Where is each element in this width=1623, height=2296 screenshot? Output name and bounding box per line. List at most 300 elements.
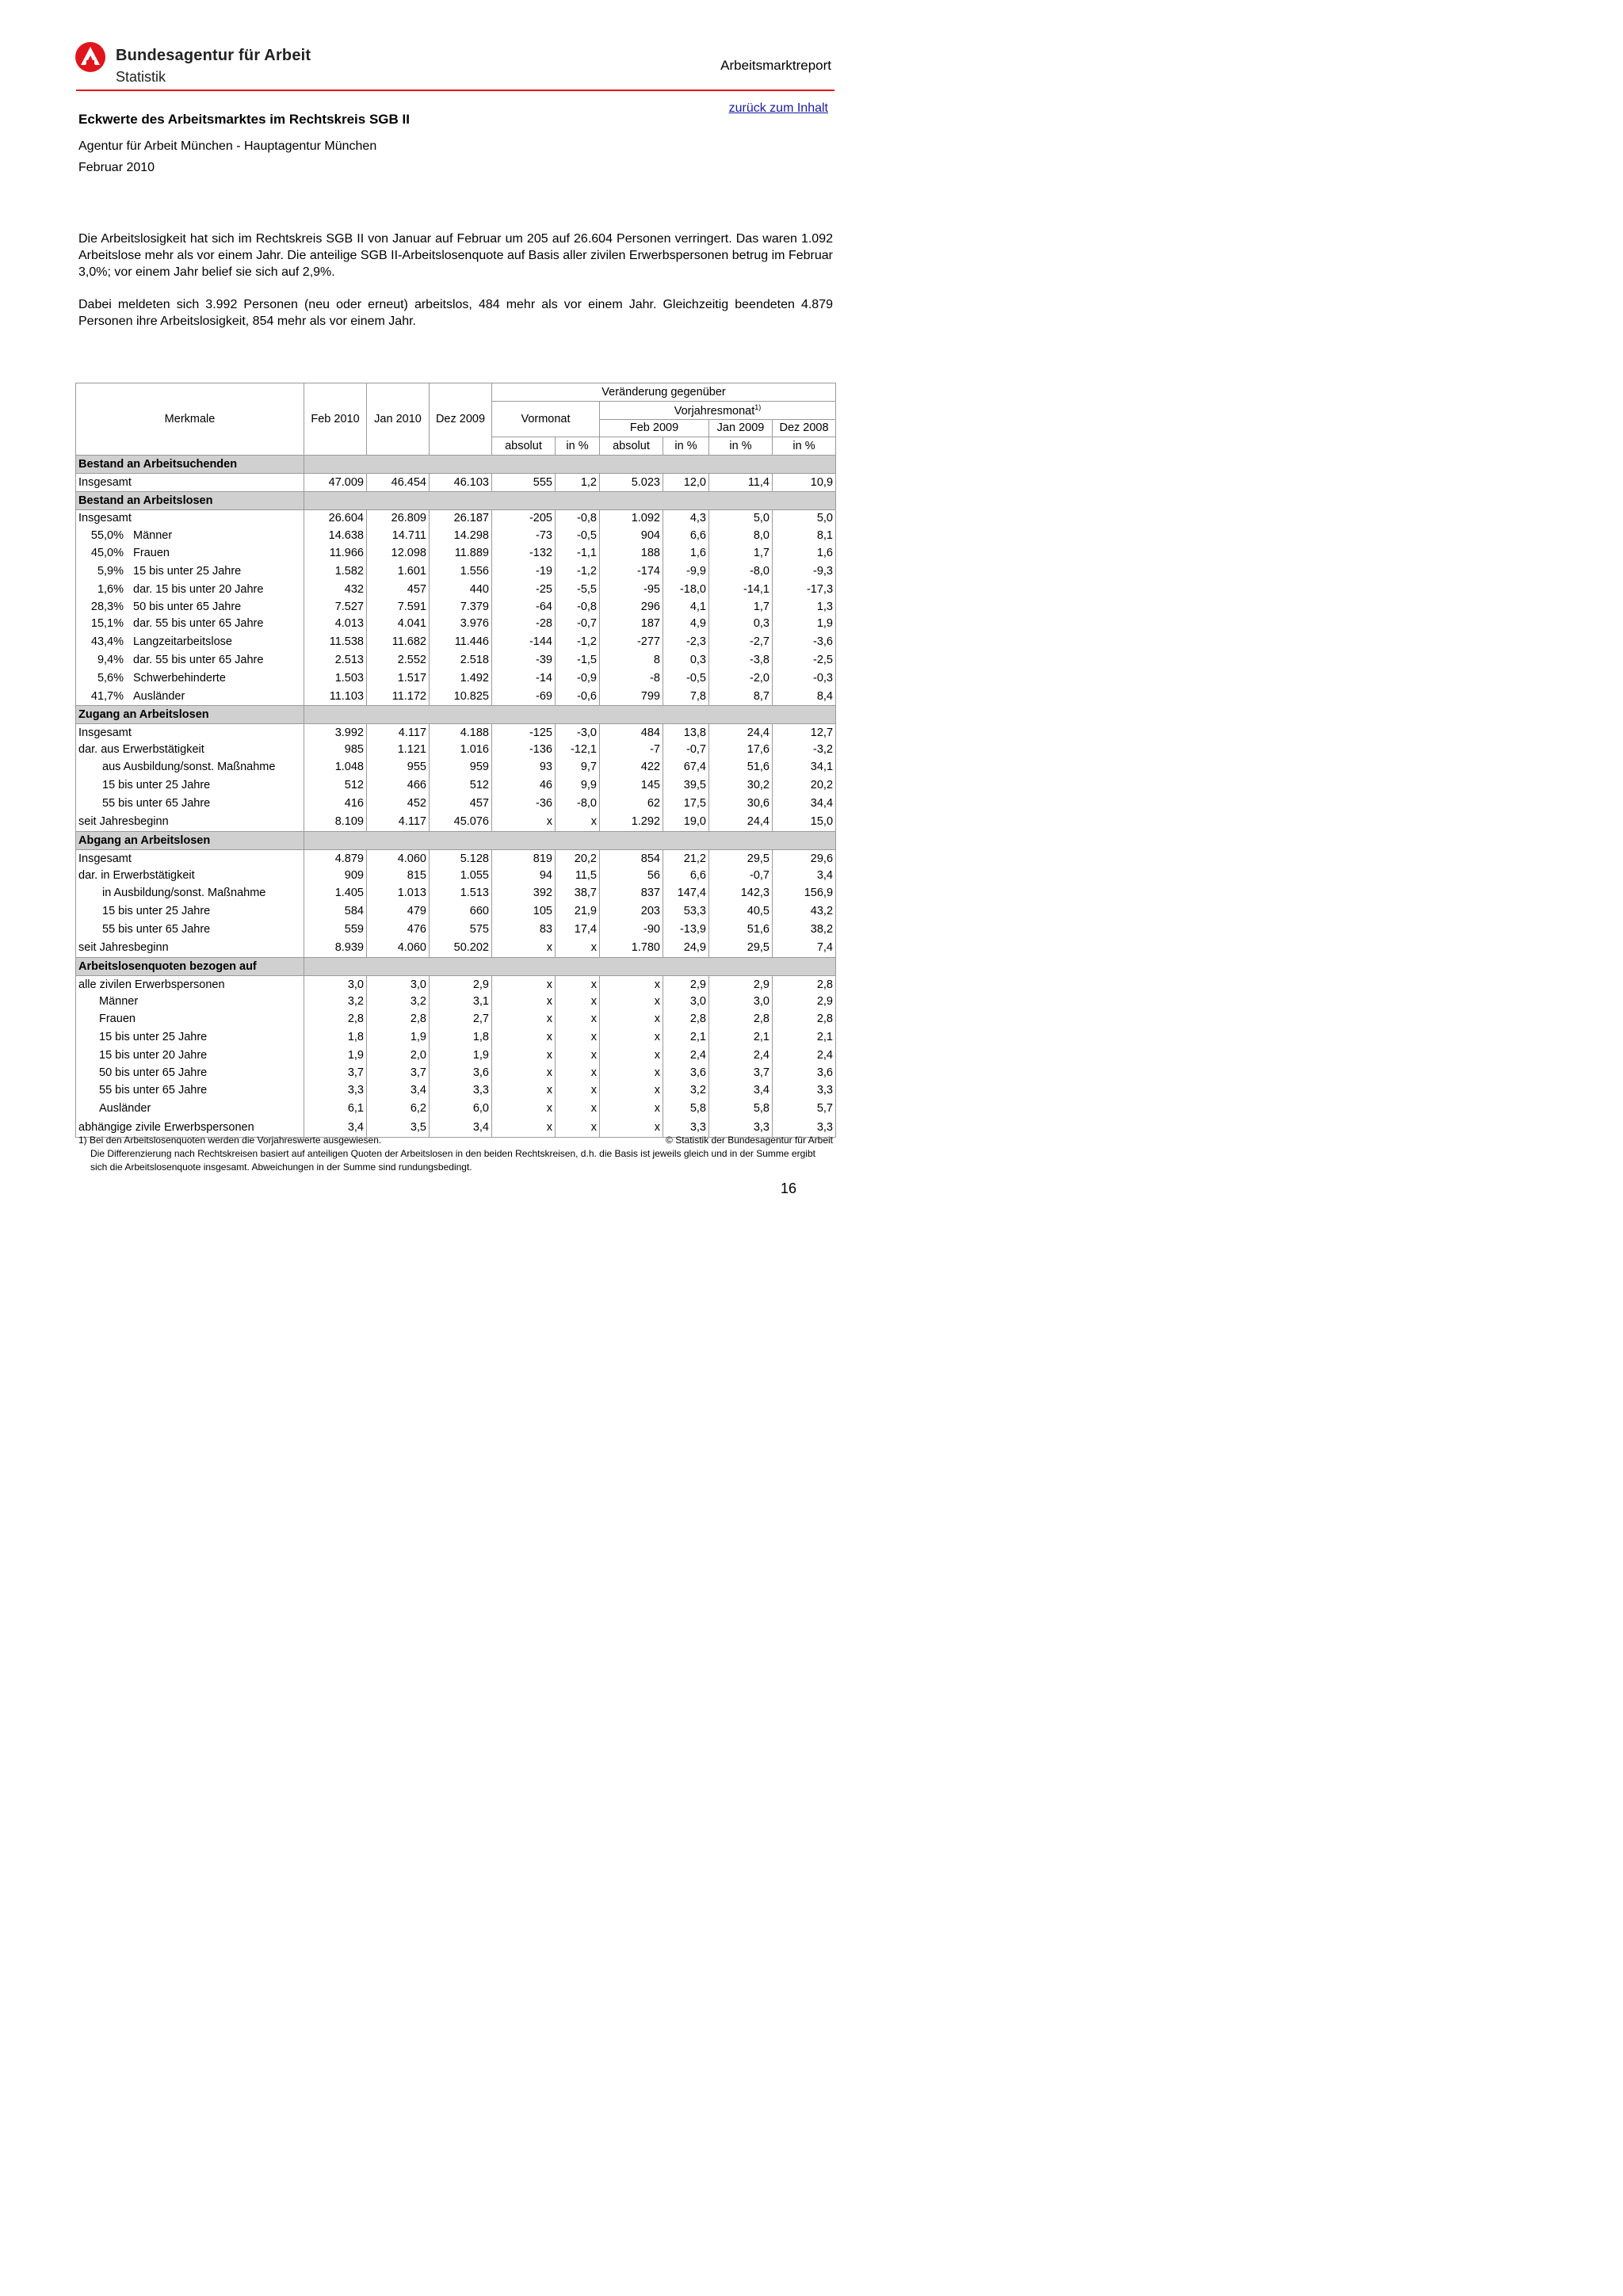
value-cell: 29,5 [709, 849, 773, 867]
value-cell: 2,7 [430, 1010, 492, 1028]
section-fill [556, 831, 600, 849]
section-fill [556, 957, 600, 975]
section-fill [773, 705, 836, 723]
section-fill [709, 831, 773, 849]
value-cell: 2,8 [367, 1010, 430, 1028]
value-cell: -205 [492, 509, 556, 527]
value-cell: -3,0 [556, 723, 600, 741]
row-label-cell [76, 669, 304, 688]
value-cell: -277 [600, 632, 663, 651]
summary-paragraph-2: Dabei meldeten sich 3.992 Personen (neu oder erneut) arbeitslos, 484 mehr als vor einem Jahr. Gleichzeitig beendeten 4.879 Personen ihre Arbeitslosigkeit, 854 mehr als vor einem Jahr. [78, 298, 833, 328]
row-label: Insgesamt [78, 512, 132, 525]
value-cell: 2,1 [709, 1028, 773, 1047]
row-label-cell [76, 776, 304, 795]
row-label: dar. 55 bis unter 65 Jahre [133, 654, 264, 667]
row-label: Insgesamt [78, 475, 132, 489]
value-cell: -73 [492, 527, 556, 544]
value-cell: 1.013 [367, 884, 430, 902]
value-cell: 3,6 [663, 1064, 709, 1081]
value-cell: 0,3 [663, 651, 709, 669]
row-label-cell [76, 1081, 304, 1099]
value-cell: 14.711 [367, 527, 430, 544]
value-cell: 2,8 [773, 975, 836, 993]
value-cell: 1.492 [430, 669, 492, 688]
value-cell: x [600, 1064, 663, 1081]
value-cell: x [556, 1099, 600, 1118]
value-cell: 2,9 [773, 994, 836, 1011]
section-fill [556, 705, 600, 723]
header-in-pct: in % [709, 437, 773, 456]
value-cell: 39,5 [663, 776, 709, 795]
value-cell: 51,6 [709, 921, 773, 938]
value-cell: x [600, 1099, 663, 1118]
value-cell: 815 [367, 868, 430, 885]
value-cell: 6,6 [663, 527, 709, 544]
row-share-pct: 55,0% [90, 529, 124, 543]
value-cell: -14 [492, 669, 556, 688]
section-header [76, 831, 836, 849]
section-fill [430, 957, 492, 975]
value-cell: 2,4 [709, 1047, 773, 1064]
table-row [76, 651, 836, 669]
value-cell: 6,0 [430, 1099, 492, 1118]
table-row [76, 723, 836, 741]
value-cell: 11.103 [304, 688, 367, 705]
value-cell: -17,3 [773, 581, 836, 598]
row-label: dar. 15 bis unter 20 Jahre [133, 582, 264, 596]
section-fill [492, 705, 556, 723]
value-cell: 1,7 [709, 544, 773, 562]
value-cell: 17,6 [709, 742, 773, 759]
table-body [76, 456, 836, 1137]
row-share-pct: 15,1% [90, 617, 124, 631]
value-cell: x [556, 1010, 600, 1028]
value-cell: 3,4 [367, 1081, 430, 1099]
value-cell: 12,0 [663, 473, 709, 491]
value-cell: 1.292 [600, 812, 663, 832]
value-cell: 5,0 [709, 509, 773, 527]
value-cell: 11.889 [430, 544, 492, 562]
value-cell: 7.379 [430, 598, 492, 616]
value-cell: 29,5 [709, 938, 773, 958]
header-vorjahresmonat: Vorjahresmonat$^{1)}$ [600, 401, 836, 419]
value-cell: 53,3 [663, 902, 709, 921]
value-cell: 3,6 [773, 1064, 836, 1081]
value-cell: 5.128 [430, 849, 492, 867]
header-absolut: absolut [600, 437, 663, 456]
table-row [76, 902, 836, 921]
value-cell: 1.016 [430, 742, 492, 759]
value-cell: 1.601 [367, 562, 430, 581]
value-cell: 1.513 [430, 884, 492, 902]
ba-logo-icon [74, 41, 106, 73]
value-cell: 799 [600, 688, 663, 705]
table-row [76, 742, 836, 759]
value-cell: 24,4 [709, 812, 773, 832]
value-cell: -0,5 [663, 669, 709, 688]
value-cell: -14,1 [709, 581, 773, 598]
value-cell: 46.454 [367, 473, 430, 491]
value-cell: -95 [600, 581, 663, 598]
value-cell: x [556, 994, 600, 1011]
value-cell: 142,3 [709, 884, 773, 902]
agency-name: Agentur für Arbeit München - Hauptagentur München [78, 139, 377, 153]
section-fill [600, 705, 663, 723]
value-cell: 3,2 [304, 994, 367, 1011]
value-cell: 4.060 [367, 849, 430, 867]
row-share-pct: 28,3% [90, 600, 124, 613]
value-cell: 3,4 [709, 1081, 773, 1099]
report-period: Februar 2010 [78, 161, 155, 174]
row-label-cell [76, 527, 304, 544]
value-cell: -2,0 [709, 669, 773, 688]
value-cell: 296 [600, 598, 663, 616]
section-fill [773, 957, 836, 975]
value-cell: 3,3 [773, 1118, 836, 1138]
section-header [76, 705, 836, 723]
value-cell: -1,1 [556, 544, 600, 562]
value-cell: -9,3 [773, 562, 836, 581]
row-label-cell [76, 1028, 304, 1047]
value-cell: 452 [367, 795, 430, 812]
value-cell: -0,6 [556, 688, 600, 705]
value-cell: x [556, 938, 600, 958]
value-cell: -90 [600, 921, 663, 938]
value-cell: x [600, 1047, 663, 1064]
value-cell: 2,1 [663, 1028, 709, 1047]
page-title: Eckwerte des Arbeitsmarktes im Rechtskreis SGB II [78, 112, 410, 127]
value-cell: 392 [492, 884, 556, 902]
value-cell: -18,0 [663, 581, 709, 598]
value-cell: x [556, 1047, 600, 1064]
value-cell: 30,2 [709, 776, 773, 795]
key-figures-table [75, 383, 836, 1138]
value-cell: -28 [492, 616, 556, 633]
value-cell: 83 [492, 921, 556, 938]
value-cell: 1.121 [367, 742, 430, 759]
section-fill [709, 456, 773, 474]
value-cell: 1.780 [600, 938, 663, 958]
value-cell: 6,1 [304, 1099, 367, 1118]
value-cell: 11.966 [304, 544, 367, 562]
row-label-cell [76, 581, 304, 598]
section-fill [663, 957, 709, 975]
footnote-marker: 1) [754, 402, 762, 411]
value-cell: 1,2 [556, 473, 600, 491]
row-label: Ausländer [99, 1101, 151, 1115]
value-cell: x [600, 1081, 663, 1099]
row-label: Frauen [133, 547, 170, 560]
summary-paragraph-1: Die Arbeitslosigkeit hat sich im Rechtskreis SGB II von Januar auf Februar um 205 auf 26.604 Personen verringert. Das waren 1.092 Arbeitslose mehr als vor einem Jahr. Die anteilige SGB II-Arbeitslosenquote auf Basis aller zivilen Erwerbspersonen betrug im Februar 3,0%; vor einem Jahr belief sie sich auf 2,9%. [78, 232, 833, 279]
section-fill [773, 831, 836, 849]
value-cell: x [600, 994, 663, 1011]
value-cell: 4.060 [367, 938, 430, 958]
row-label-cell [76, 994, 304, 1011]
value-cell: 7.591 [367, 598, 430, 616]
value-cell: 46 [492, 776, 556, 795]
value-cell: 1.582 [304, 562, 367, 581]
table-row [76, 868, 836, 885]
value-cell: 11.538 [304, 632, 367, 651]
row-label: seit Jahresbeginn [78, 940, 169, 954]
row-label: Männer [99, 995, 139, 1009]
org-name: Bundesagentur für Arbeit [116, 47, 311, 64]
row-label: abhängige zivile Erwerbspersonen [78, 1120, 254, 1134]
value-cell: 1,6 [663, 544, 709, 562]
value-cell: 8,4 [773, 688, 836, 705]
section-title: Arbeitslosenquoten bezogen auf [76, 957, 304, 975]
value-cell: 4.013 [304, 616, 367, 633]
row-share-pct: 5,9% [97, 564, 124, 578]
value-cell: 14.638 [304, 527, 367, 544]
value-cell: 1,9 [430, 1047, 492, 1064]
report-name: Arbeitsmarktreport [720, 58, 831, 73]
value-cell: 93 [492, 758, 556, 776]
value-cell: 8 [600, 651, 663, 669]
table-row [76, 1081, 836, 1099]
row-label: Langzeitarbeitslose [133, 635, 232, 649]
value-cell: x [556, 1064, 600, 1081]
value-cell: 909 [304, 868, 367, 885]
row-label: 50 bis unter 65 Jahre [133, 600, 242, 613]
value-cell: 8.109 [304, 812, 367, 832]
value-cell: 5,7 [773, 1099, 836, 1118]
row-label: Insgesamt [78, 852, 132, 865]
value-cell: 479 [367, 902, 430, 921]
value-cell: -2,5 [773, 651, 836, 669]
header-absolut: absolut [492, 437, 556, 456]
row-label-cell [76, 473, 304, 491]
value-cell: 9,7 [556, 758, 600, 776]
value-cell: 43,2 [773, 902, 836, 921]
section-fill [663, 705, 709, 723]
value-cell: 1.517 [367, 669, 430, 688]
section-fill [430, 705, 492, 723]
value-cell: 4,3 [663, 509, 709, 527]
value-cell: 34,1 [773, 758, 836, 776]
table-row [76, 1047, 836, 1064]
section-fill [492, 831, 556, 849]
value-cell: -132 [492, 544, 556, 562]
section-fill [430, 491, 492, 509]
section-fill [663, 491, 709, 509]
value-cell: 1,6 [773, 544, 836, 562]
value-cell: 3,2 [367, 994, 430, 1011]
value-cell: 3,6 [430, 1064, 492, 1081]
value-cell: -7 [600, 742, 663, 759]
table-row [76, 795, 836, 812]
value-cell: 11,4 [709, 473, 773, 491]
value-cell: 1.048 [304, 758, 367, 776]
section-fill [492, 957, 556, 975]
value-cell: -36 [492, 795, 556, 812]
row-label-cell [76, 868, 304, 885]
value-cell: 26.187 [430, 509, 492, 527]
value-cell: 3,7 [709, 1064, 773, 1081]
row-label: Frauen [99, 1013, 136, 1026]
value-cell: 959 [430, 758, 492, 776]
value-cell: -3,8 [709, 651, 773, 669]
value-cell: 3,4 [304, 1118, 367, 1138]
value-cell: x [600, 1010, 663, 1028]
value-cell: 0,3 [709, 616, 773, 633]
value-cell: x [492, 1099, 556, 1118]
value-cell: 2,4 [773, 1047, 836, 1064]
value-cell: 512 [304, 776, 367, 795]
section-fill [304, 831, 367, 849]
value-cell: -5,5 [556, 581, 600, 598]
value-cell: -0,9 [556, 669, 600, 688]
value-cell: x [556, 975, 600, 993]
table-row [76, 994, 836, 1011]
value-cell: 11,5 [556, 868, 600, 885]
value-cell: 51,6 [709, 758, 773, 776]
value-cell: 40,5 [709, 902, 773, 921]
value-cell: 38,7 [556, 884, 600, 902]
row-label-cell [76, 938, 304, 958]
row-label: dar. in Erwerbstätigkeit [78, 869, 195, 883]
row-label-cell [76, 884, 304, 902]
row-share-pct: 41,7% [90, 690, 124, 704]
row-label: 55 bis unter 65 Jahre [102, 797, 211, 810]
value-cell: -0,8 [556, 598, 600, 616]
header-dez2009: Dez 2009 [430, 383, 492, 456]
value-cell: -0,7 [709, 868, 773, 885]
value-cell: 26.809 [367, 509, 430, 527]
value-cell: x [492, 1081, 556, 1099]
value-cell: x [492, 975, 556, 993]
value-cell: 34,4 [773, 795, 836, 812]
row-label: Insgesamt [78, 726, 132, 739]
value-cell: 3,1 [430, 994, 492, 1011]
value-cell: -1,2 [556, 632, 600, 651]
value-cell: 584 [304, 902, 367, 921]
section-title: Zugang an Arbeitslosen [76, 705, 304, 723]
back-to-contents-link[interactable]: zurück zum Inhalt [728, 101, 828, 115]
header-jan2010: Jan 2010 [367, 383, 430, 456]
value-cell: 21,9 [556, 902, 600, 921]
row-label-cell [76, 1047, 304, 1064]
row-label-cell [76, 1099, 304, 1118]
table-row [76, 975, 836, 993]
row-label-cell [76, 902, 304, 921]
row-label-cell [76, 651, 304, 669]
value-cell: 2,8 [709, 1010, 773, 1028]
value-cell: x [600, 1028, 663, 1047]
value-cell: 3,0 [663, 994, 709, 1011]
value-cell: 7.527 [304, 598, 367, 616]
value-cell: 105 [492, 902, 556, 921]
table-row [76, 758, 836, 776]
value-cell: 837 [600, 884, 663, 902]
value-cell: 1,8 [304, 1028, 367, 1047]
value-cell: x [556, 1081, 600, 1099]
table-row [76, 632, 836, 651]
value-cell: 3,4 [430, 1118, 492, 1138]
row-label-cell [76, 598, 304, 616]
header-in-pct: in % [773, 437, 836, 456]
section-fill [600, 957, 663, 975]
value-cell: 29,6 [773, 849, 836, 867]
value-cell: 56 [600, 868, 663, 885]
section-fill [492, 491, 556, 509]
value-cell: 3,2 [663, 1081, 709, 1099]
header-dez2008: Dez 2008 [773, 419, 836, 437]
value-cell: -69 [492, 688, 556, 705]
value-cell: -1,5 [556, 651, 600, 669]
value-cell: 660 [430, 902, 492, 921]
value-cell: 985 [304, 742, 367, 759]
value-cell: 1.405 [304, 884, 367, 902]
value-cell: 187 [600, 616, 663, 633]
value-cell: 5,0 [773, 509, 836, 527]
value-cell: 2.513 [304, 651, 367, 669]
table-row [76, 938, 836, 958]
section-header [76, 491, 836, 509]
value-cell: 147,4 [663, 884, 709, 902]
value-cell: 7,8 [663, 688, 709, 705]
value-cell: 3.976 [430, 616, 492, 633]
row-label-cell [76, 544, 304, 562]
table-row [76, 1064, 836, 1081]
section-fill [304, 491, 367, 509]
row-label: alle zivilen Erwerbspersonen [78, 978, 225, 991]
value-cell: 8,7 [709, 688, 773, 705]
section-title: Abgang an Arbeitslosen [76, 831, 304, 849]
header-jan2009: Jan 2009 [709, 419, 773, 437]
value-cell: 432 [304, 581, 367, 598]
value-cell: 9,9 [556, 776, 600, 795]
value-cell: -13,9 [663, 921, 709, 938]
row-label-cell [76, 562, 304, 581]
section-fill [709, 491, 773, 509]
header-in-pct: in % [556, 437, 600, 456]
table-row [76, 921, 836, 938]
value-cell: 17,5 [663, 795, 709, 812]
section-fill [600, 456, 663, 474]
section-header [76, 456, 836, 474]
value-cell: 1.556 [430, 562, 492, 581]
table-row [76, 616, 836, 633]
value-cell: -19 [492, 562, 556, 581]
row-label: 55 bis unter 65 Jahre [102, 923, 211, 936]
row-label-cell [76, 758, 304, 776]
value-cell: 17,4 [556, 921, 600, 938]
value-cell: 24,9 [663, 938, 709, 958]
value-cell: 50.202 [430, 938, 492, 958]
row-label-cell [76, 632, 304, 651]
row-label-cell [76, 921, 304, 938]
value-cell: 6,2 [367, 1099, 430, 1118]
value-cell: 5.023 [600, 473, 663, 491]
value-cell: -0,8 [556, 509, 600, 527]
value-cell: 3,4 [773, 868, 836, 885]
header-feb2010: Feb 2010 [304, 383, 367, 456]
section-fill [773, 491, 836, 509]
value-cell: 62 [600, 795, 663, 812]
section-fill [556, 491, 600, 509]
row-label: 55 bis unter 65 Jahre [99, 1083, 208, 1097]
value-cell: 2,9 [430, 975, 492, 993]
value-cell: 3,7 [304, 1064, 367, 1081]
value-cell: 3,3 [304, 1081, 367, 1099]
value-cell: 20,2 [773, 776, 836, 795]
row-label-cell [76, 688, 304, 705]
row-label-cell [76, 1010, 304, 1028]
value-cell: 555 [492, 473, 556, 491]
table-row [76, 776, 836, 795]
value-cell: 2,9 [709, 975, 773, 993]
